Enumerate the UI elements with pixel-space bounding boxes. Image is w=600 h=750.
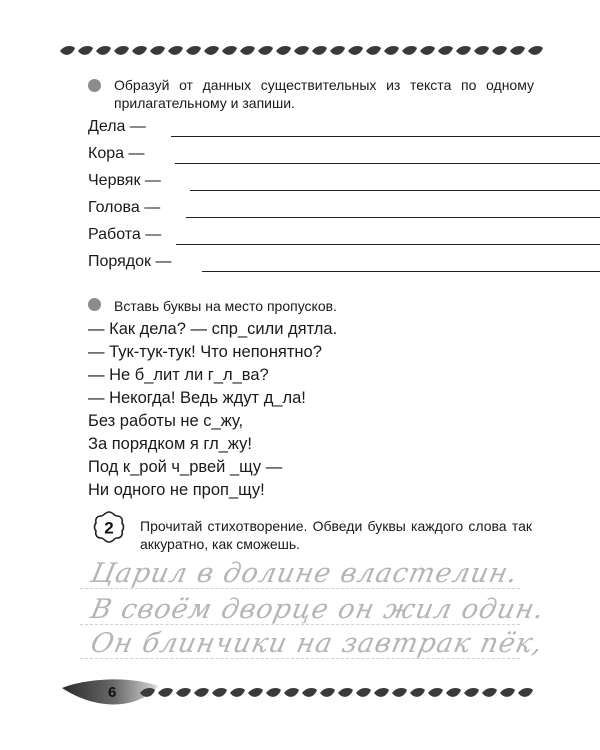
fill-row-word: Кора — — [88, 145, 145, 162]
cursive-tracing-line[interactable]: В своём дворце он жил один. — [88, 594, 548, 625]
leaf-icon — [240, 46, 255, 55]
poem-line: Без работы не с_жу, — [88, 412, 244, 430]
leaf-icon — [528, 46, 543, 55]
leaf-icon — [456, 46, 471, 55]
poem-fill-in-block — [88, 318, 337, 502]
leaf-icon — [366, 46, 381, 55]
poem-line: За порядком я гл_жу! — [88, 435, 252, 453]
answer-line[interactable] — [175, 163, 600, 164]
leaf-icon — [294, 46, 309, 55]
answer-line[interactable] — [202, 271, 600, 272]
leaf-icon — [392, 688, 407, 697]
cursive-tracing-line[interactable]: Он блинчики на завтрак пёк, — [88, 628, 546, 659]
leaf-icon — [410, 688, 425, 697]
leaf-icon — [176, 688, 191, 697]
leaf-icon — [428, 688, 443, 697]
decorative-leaf-border-top — [60, 44, 550, 58]
page-number: 6 — [108, 684, 117, 701]
leaf-icon — [78, 46, 93, 55]
task1-instruction: Образуй от данных существительных из текста по одному прилагательному и запиши. — [114, 77, 534, 111]
leaf-icon — [302, 688, 317, 697]
leaf-icon — [284, 688, 299, 697]
task2-instruction: Вставь буквы на место пропусков. — [114, 298, 337, 314]
leaf-icon — [276, 46, 291, 55]
cursive-tracing-line[interactable]: Царил в долине властелин. — [88, 558, 521, 589]
leaf-icon — [402, 46, 417, 55]
leaf-icon — [464, 688, 479, 697]
answer-line[interactable] — [190, 190, 600, 191]
leaf-icon — [222, 46, 237, 55]
leaf-icon — [474, 46, 489, 55]
fill-row-word: Работа — — [88, 226, 162, 243]
leaf-icon — [338, 688, 353, 697]
leaf-icon — [348, 46, 363, 55]
poem-line: Под к_рой ч_рвей _щу — — [88, 458, 283, 476]
leaf-icon — [482, 688, 497, 697]
answer-line[interactable] — [186, 217, 600, 218]
task3-instruction: Прочитай стихотворение. Обведи буквы каждого слова так аккуратно, как сможешь. — [140, 518, 532, 552]
leaf-icon — [510, 46, 525, 55]
leaf-icon — [150, 46, 165, 55]
leaf-icon — [60, 46, 75, 55]
answer-line[interactable] — [176, 244, 600, 245]
leaf-icon — [186, 46, 201, 55]
leaf-icon — [266, 688, 281, 697]
fill-row-5 — [88, 226, 538, 248]
fill-row-word: Порядок — — [88, 253, 172, 270]
decorative-leaf-border-bottom — [140, 686, 540, 700]
fill-row-2 — [88, 145, 538, 167]
leaf-icon — [204, 46, 219, 55]
fill-row-word: Голова — — [88, 199, 161, 216]
leaf-icon — [194, 688, 209, 697]
leaf-icon — [96, 46, 111, 55]
fill-row-1 — [88, 118, 538, 140]
fill-row-word: Дела — — [88, 118, 146, 135]
task-number-flower-icon — [92, 510, 126, 544]
fill-row-4 — [88, 199, 538, 221]
leaf-icon — [518, 688, 533, 697]
leaf-icon — [168, 46, 183, 55]
answer-line[interactable] — [171, 136, 600, 137]
leaf-icon — [420, 46, 435, 55]
leaf-icon — [132, 46, 147, 55]
leaf-icon — [374, 688, 389, 697]
leaf-icon — [320, 688, 335, 697]
task-bullet-icon — [88, 79, 101, 92]
leaf-icon — [438, 46, 453, 55]
leaf-icon — [230, 688, 245, 697]
leaf-icon — [492, 46, 507, 55]
fill-row-6 — [88, 253, 538, 275]
task-number: 2 — [104, 518, 114, 538]
leaf-icon — [158, 688, 173, 697]
poem-line: — Тук-тук-тук! Что непонятно? — [88, 343, 322, 361]
leaf-icon — [312, 46, 327, 55]
poem-line: — Как дела? — спр_сили дятла. — [88, 320, 338, 338]
leaf-icon — [384, 46, 399, 55]
leaf-icon — [258, 46, 273, 55]
leaf-icon — [248, 688, 263, 697]
poem-line: — Не б_лит ли г_л_ва? — [88, 366, 269, 384]
fill-row-3 — [88, 172, 538, 194]
task-bullet-icon — [88, 298, 101, 311]
leaf-icon — [500, 688, 515, 697]
leaf-icon — [140, 688, 155, 697]
leaf-icon — [356, 688, 371, 697]
poem-line: Ни одного не проп_щу! — [88, 481, 265, 499]
leaf-icon — [446, 688, 461, 697]
leaf-icon — [330, 46, 345, 55]
fill-row-word: Червяк — — [88, 172, 161, 189]
leaf-icon — [114, 46, 129, 55]
poem-line: — Некогда! Ведь ждут д_ла! — [88, 389, 306, 407]
leaf-icon — [212, 688, 227, 697]
